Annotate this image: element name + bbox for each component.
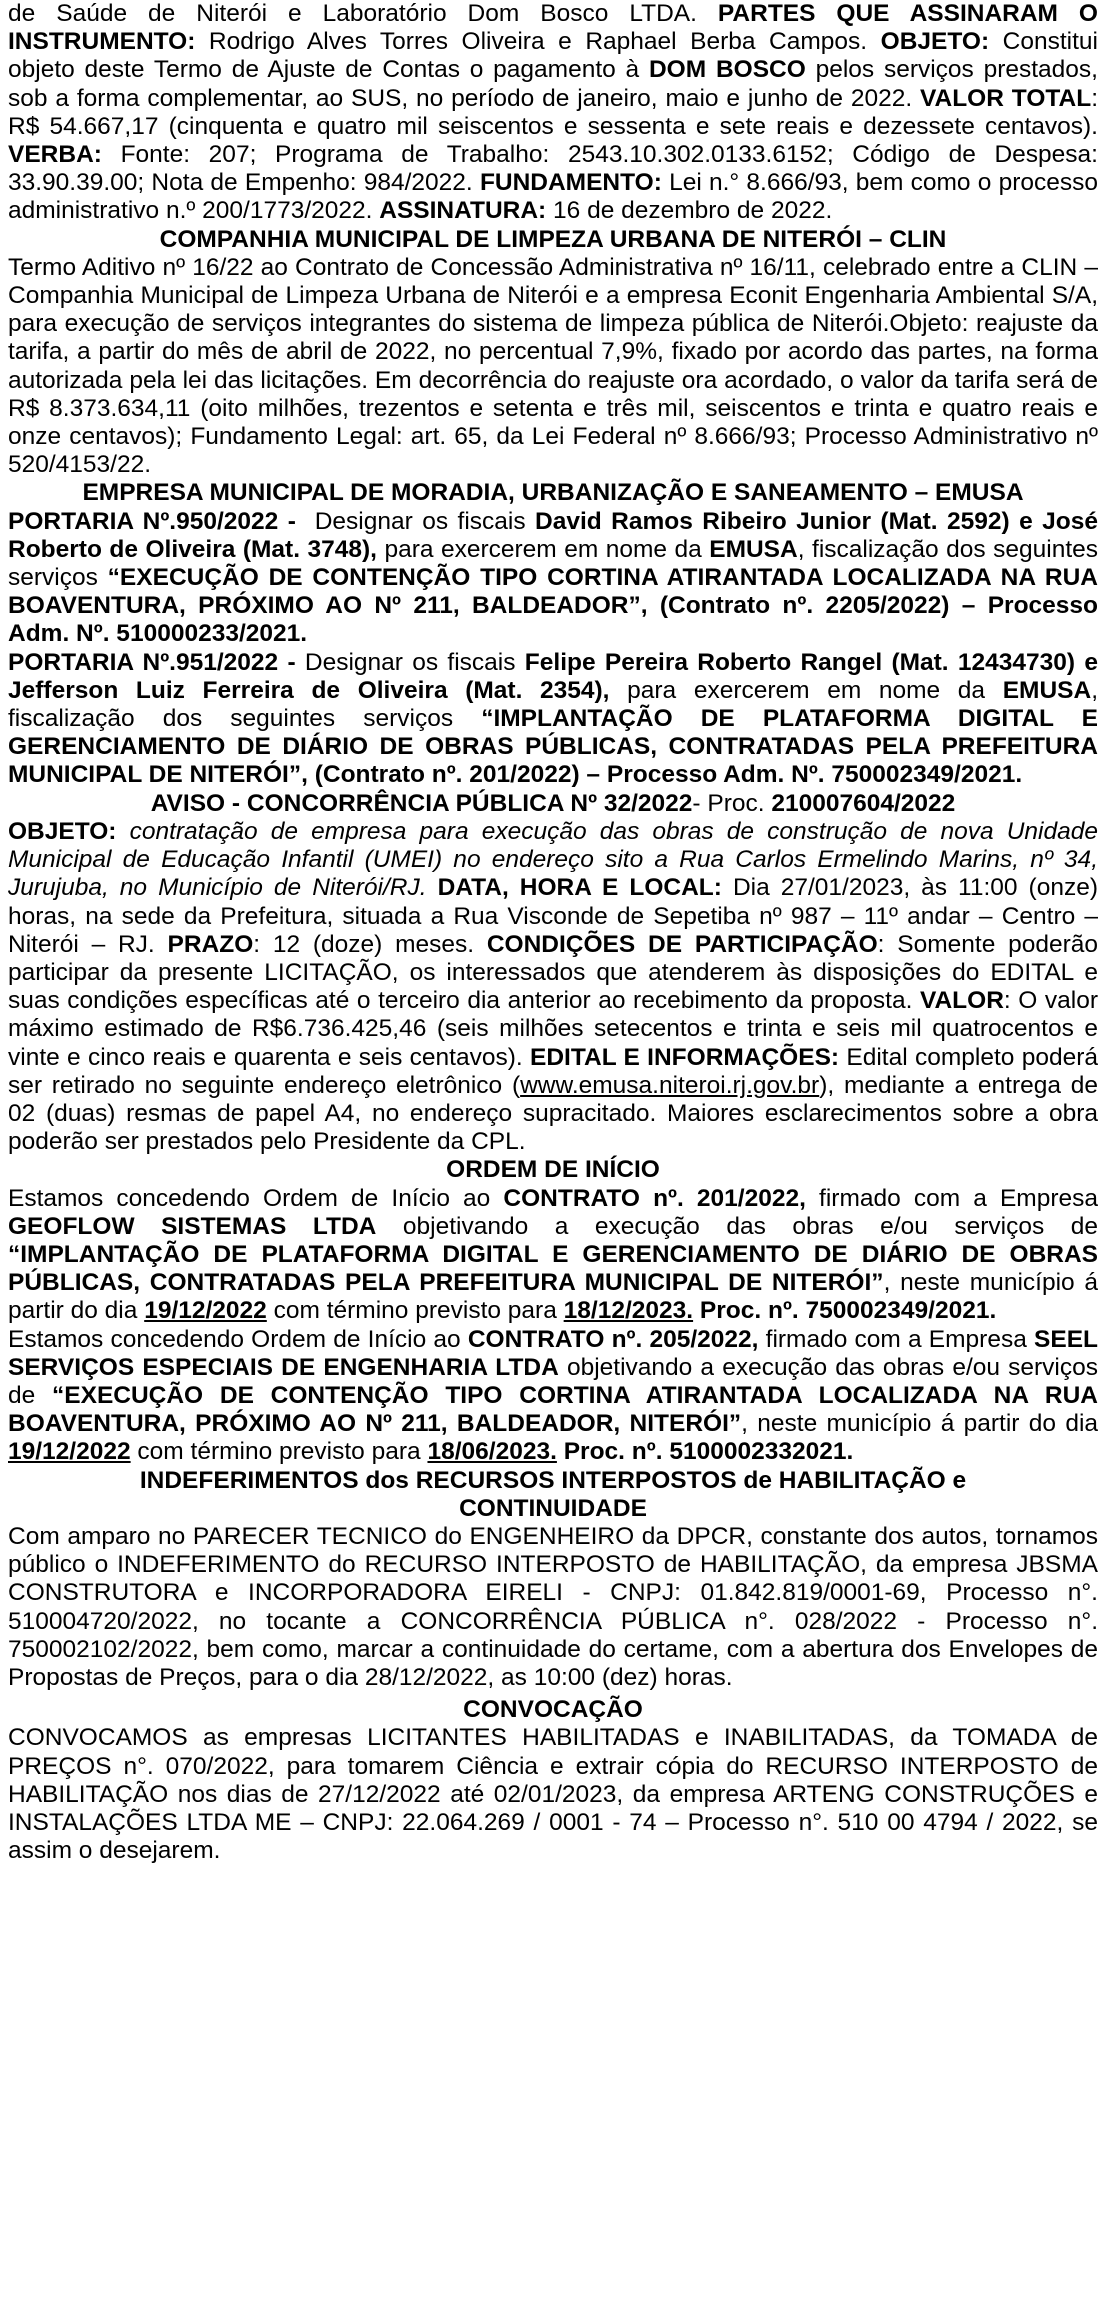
clin-body: Termo Aditivo nº 16/22 ao Contrato de Concessão Administrativa nº 16/11, celebrado entre a CLIN – Companhia Municipal de Limpeza Urbana de Niterói e a empresa Econit Engenharia Ambiental S/A, para execução de serviços integrantes do sistema de limpeza pública de Niterói.Objeto: reajuste da tarifa, a partir do mês de abril de 2022, no percentual 7,9%, fixado por acordo das partes, na forma autorizada pela lei das licitações. Em decorrência do reajuste ora acordado, o valor da tarifa será de R$ 8.373.634,11 (oito milhões, trezentos e setenta e três mil, seiscentos e trinta e quatro reais e onze centavos); Fundamento Legal: art. 65, da Lei Federal nº 8.666/93; Processo Administrativo nº 520/4153/22. <box>8 253 1098 479</box>
aviso-body: OBJETO: contratação de empresa para execução das obras de construção de nova Unidade Municipal de Educação Infantil (UMEI) no endereço sito a Rua Carlos Ermelindo Marins, nº 34, Jurujuba, no Município de Niterói/RJ. DATA, HORA E LOCAL: Dia 27/01/2023, às 11:00 (onze) horas, na sede da Prefeitura, situada a Rua Visconde de Sepetiba nº 987 – 11º andar – Centro – Niterói – RJ. PRAZO: 12 (doze) meses. CONDIÇÕES DE PARTICIPAÇÃO: Somente poderão participar da presente LICITAÇÃO, os interessados que atenderem às disposições do EDITAL e suas condições específicas até o terceiro dia anterior ao recebimento da proposta. VALOR: O valor máximo estimado de R$6.736.425,46 (seis milhões setecentos e trinta e seis mil quatrocentos e vinte e cinco reais e quarenta e seis centavos). EDITAL E INFORMAÇÕES: Edital completo poderá ser retirado no seguinte endereço eletrônico (www.emusa.niteroi.rj.gov.br), mediante a entrega de 02 (duas) resmas de papel A4, no endereço supracitado. Maiores esclarecimentos sobre a obra poderão ser prestados pelo Presidente da CPL. <box>8 817 1099 1156</box>
convocacao-body: CONVOCAMOS as empresas LICITANTES HABILITADAS e INABILITADAS, da TOMADA de PREÇOS n°. 070/2022, para tomarem Ciência e extrair cópia do RECURSO INTERPOSTO de HABILITAÇÃO nos dias de 27/12/2022 até 02/01/2023, da empresa ARTENG CONSTRUÇÕES e INSTALAÇÕES LTDA ME – CNPJ: 22.064.269 / 0001 - 74 – Processo n°. 510 00 4794 / 2022, se assim o desejarem. <box>8 1724 1098 1865</box>
ordem-heading: ORDEM DE INÍCIO <box>446 1156 660 1184</box>
portaria-950-paragraph: PORTARIA Nº.950/2022 - Designar os fiscais David Ramos Ribeiro Junior (Mat. 2592) e José Roberto de Oliveira (Mat. 3748), para exercerem em nome da EMUSA, fiscalização dos seguintes serviços “EXECUÇÃO DE CONTENÇÃO TIPO CORTINA ATIRANTADA LOCALIZADA NA RUA BOAVENTURA, PRÓXIMO AO Nº 211, BALDEADOR”, (Contrato nº. 2205/2022) – Processo Adm. Nº. 510000233/2021. <box>8 507 1099 648</box>
indeferimentos-body: Com amparo no PARECER TECNICO do ENGENHEIRO da DPCR, constante dos autos, tornamos público o INDEFERIMENTO do RECURSO INTERPOSTO de HABILITAÇÃO, da empresa JBSMA CONSTRUTORA e INCORPORADORA EIRELI - CNPJ: 01.842.819/0001-69, Processo n°. 510004720/2022, no tocante a CONCORRÊNCIA PÚBLICA n°. 028/2022 - Processo n°. 750002102/2022, bem como, marcar a continuidade do certame, com a abertura dos Envelopes de Propostas de Preços, para o dia 28/12/2022, as 10:00 (dez) horas. <box>8 1522 1098 1691</box>
convocacao-heading: CONVOCAÇÃO <box>463 1696 643 1724</box>
saude-extract-paragraph: de Saúde de Niterói e Laboratório Dom Bosco LTDA. PARTES QUE ASSINARAM O INSTRUMENTO: Rodrigo Alves Torres Oliveira e Raphael Berba Campos. OBJETO: Constitui objeto deste Termo de Ajuste de Contas o pagamento à DOM BOSCO pelos serviços prestados, sob a forma complementar, ao SUS, no período de janeiro, maio e junho de 2022. VALOR TOTAL: R$ 54.667,17 (cinquenta e quatro mil seiscentos e sessenta e sete reais e dezessete centavos). VERBA: Fonte: 207; Programa de Trabalho: 2543.10.302.0133.6152; Código de Despesa: 33.90.39.00; Nota de Empenho: 984/2022. FUNDAMENTO: Lei n.° 8.666/93, bem como o processo administrativo n.º 200/1773/2022. ASSINATURA: 16 de dezembro de 2022. <box>8 0 1098 225</box>
indeferimentos-heading: INDEFERIMENTOS dos RECURSOS INTERPOSTOS de HABILITAÇÃO e CONTINUIDADE <box>139 1466 967 1522</box>
emusa-website-link[interactable]: www.emusa.niteroi.rj.gov.br <box>520 1071 820 1099</box>
ordem-contrato-205-paragraph: Estamos concedendo Ordem de Início ao CONTRATO nº. 205/2022, firmado com a Empresa SEEL SERVIÇOS ESPECIAIS DE ENGENHARIA LTDA objetivando a execução das obras e/ou serviços de “EXECUÇÃO DE CONTENÇÃO TIPO CORTINA ATIRANTADA LOCALIZADA NA RUA BOAVENTURA, PRÓXIMO AO Nº 211, BALDEADOR, NITERÓI”, neste município á partir do dia 19/12/2022 com término previsto para 18/06/2023. Proc. nº. 5100002332021. <box>8 1325 1099 1466</box>
clin-heading: COMPANHIA MUNICIPAL DE LIMPEZA URBANA DE NITERÓI – CLIN <box>159 225 947 253</box>
emusa-heading: EMPRESA MUNICIPAL DE MORADIA, URBANIZAÇÃO E SANEAMENTO – EMUSA <box>82 479 1024 507</box>
aviso-heading: AVISO - CONCORRÊNCIA PÚBLICA Nº 32/2022- Proc. 210007604/2022 <box>150 789 956 817</box>
portaria-951-paragraph: PORTARIA Nº.951/2022 - Designar os fiscais Felipe Pereira Roberto Rangel (Mat. 12434730) e Jefferson Luiz Ferreira de Oliveira (Mat. 2354), para exercerem em nome da EMUSA, fiscalização dos seguintes serviços “IMPLANTAÇÃO DE PLATAFORMA DIGITAL E GERENCIAMENTO DE DIÁRIO DE OBRAS PÚBLICAS, CONTRATADAS PELA PREFEITURA MUNICIPAL DE NITERÓI”, (Contrato nº. 201/2022) – Processo Adm. Nº. 750002349/2021. <box>8 648 1098 789</box>
ordem-contrato-201-paragraph: Estamos concedendo Ordem de Início ao CONTRATO nº. 201/2022, firmado com a Empresa GEOFLOW SISTEMAS LTDA objetivando a execução das obras e/ou serviços de “IMPLANTAÇÃO DE PLATAFORMA DIGITAL E GERENCIAMENTO DE DIÁRIO DE OBRAS PÚBLICAS, CONTRATADAS PELA PREFEITURA MUNICIPAL DE NITERÓI”, neste município á partir do dia 19/12/2022 com término previsto para 18/12/2023. Proc. nº. 750002349/2021. <box>8 1184 1099 1325</box>
